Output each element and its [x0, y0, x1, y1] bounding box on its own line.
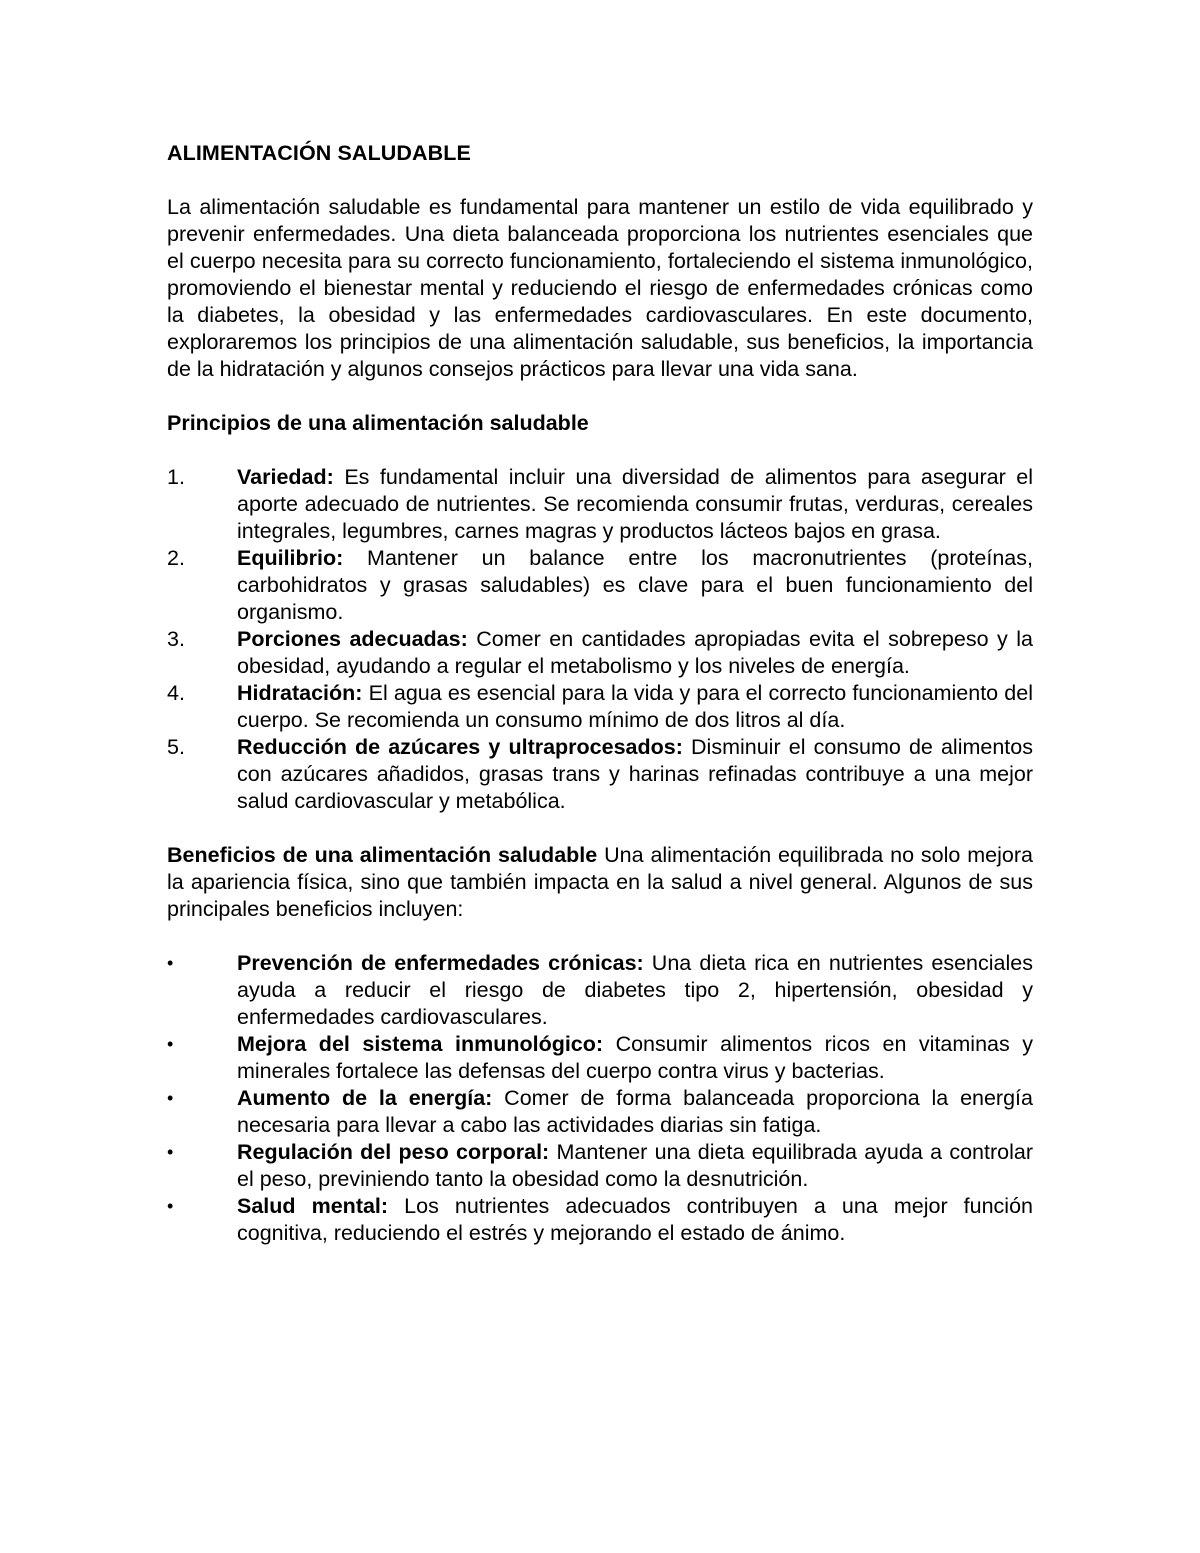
- bullet-icon: •: [167, 1196, 174, 1216]
- list-item: [167, 950, 1033, 1031]
- list-item: [167, 680, 1033, 734]
- list-number: 1.: [167, 465, 185, 489]
- item-term: Salud mental:: [237, 1194, 389, 1218]
- benefits-list: [167, 950, 1033, 1247]
- item-text: Mantener una dieta equilibrada ayuda a controlar el peso, previniendo tanto la obesidad como la desnutrición.: [237, 1140, 1033, 1191]
- item-text: Es fundamental incluir una diversidad de alimentos para asegurar el aporte adecuado de nutrientes. Se recomienda consumir frutas, verduras, cereales integrales, legumbres, carnes magras y productos lácteos bajos en grasa.: [237, 465, 1033, 543]
- item-term: Hidratación:: [237, 681, 363, 705]
- item-term: Porciones adecuadas:: [237, 627, 468, 651]
- intro-paragraph: La alimentación saludable es fundamental para mantener un estilo de vida equilibrado y prevenir enfermedades. Una dieta balanceada proporciona los nutrientes esenciales que el cuerpo necesita para su correcto funcionamiento, fortaleciendo el sistema inmunológico, promoviendo el bienestar mental y reduciendo el riesgo de enfermedades crónicas como la diabetes, la obesidad y las enfermedades cardiovasculares. En este documento, exploraremos los principios de una alimentación saludable, sus beneficios, la importancia de la hidratación y algunos consejos prácticos para llevar una vida sana.: [167, 195, 1033, 381]
- item-text: Una dieta rica en nutrientes esenciales ayuda a reducir el riesgo de diabetes tipo 2, hipertensión, obesidad y enfermedades cardiovasculares.: [237, 951, 1033, 1029]
- bullet-icon: •: [167, 1088, 174, 1108]
- principles-heading: Principios de una alimentación saludable: [167, 411, 589, 435]
- bullet-icon: •: [167, 1034, 174, 1054]
- list-item: [167, 464, 1033, 545]
- item-text: El agua es esencial para la vida y para el correcto funcionamiento del cuerpo. Se recomienda un consumo mínimo de dos litros al día.: [237, 681, 1033, 732]
- item-term: Variedad:: [237, 465, 334, 489]
- list-item: [167, 626, 1033, 680]
- principles-list: [167, 464, 1033, 815]
- item-term: Prevención de enfermedades crónicas:: [237, 951, 644, 975]
- item-term: Equilibrio:: [237, 546, 344, 570]
- item-text: Los nutrientes adecuados contribuyen a una mejor función cognitiva, reduciendo el estrés y mejorando el estado de ánimo.: [237, 1194, 1033, 1245]
- list-item: [167, 545, 1033, 626]
- list-item: [167, 734, 1033, 815]
- spacer: [167, 923, 1033, 950]
- bullet-icon: •: [167, 1142, 174, 1162]
- item-text: Consumir alimentos ricos en vitaminas y minerales fortalece las defensas del cuerpo contra virus y bacterias.: [237, 1032, 1033, 1083]
- item-term: Mejora del sistema inmunológico:: [237, 1032, 604, 1056]
- item-text: Comer en cantidades apropiadas evita el sobrepeso y la obesidad, ayudando a regular el metabolismo y los niveles de energía.: [237, 627, 1033, 678]
- list-number: 3.: [167, 627, 185, 651]
- benefits-heading: Beneficios de una alimentación saludable: [167, 843, 598, 867]
- list-number: 5.: [167, 735, 185, 759]
- list-item: [167, 1031, 1033, 1085]
- list-number: 2.: [167, 546, 185, 570]
- document-page: [167, 140, 1033, 1247]
- bullet-icon: •: [167, 953, 174, 973]
- item-term: Regulación del peso corporal:: [237, 1140, 550, 1164]
- item-term: Reducción de azúcares y ultraprocesados:: [237, 735, 683, 759]
- document-title: ALIMENTACIÓN SALUDABLE: [167, 141, 471, 165]
- list-number: 4.: [167, 681, 185, 705]
- benefits-paragraph: [167, 842, 1033, 923]
- item-text: Disminuir el consumo de alimentos con azúcares añadidos, grasas trans y harinas refinadas contribuye a una mejor salud cardiovascular y metabólica.: [237, 735, 1033, 813]
- item-text: Mantener un balance entre los macronutrientes (proteínas, carbohidratos y grasas saludables) es clave para el buen funcionamiento del organismo.: [237, 546, 1033, 624]
- benefits-intro-text: Una alimentación equilibrada no solo mejora la apariencia física, sino que también impacta en la salud a nivel general. Algunos de sus principales beneficios incluyen:: [167, 843, 1033, 921]
- item-term: Aumento de la energía:: [237, 1086, 493, 1110]
- item-text: Comer de forma balanceada proporciona la energía necesaria para llevar a cabo las actividades diarias sin fatiga.: [237, 1086, 1033, 1137]
- list-item: [167, 1139, 1033, 1193]
- list-item: [167, 1193, 1033, 1247]
- list-item: [167, 1085, 1033, 1139]
